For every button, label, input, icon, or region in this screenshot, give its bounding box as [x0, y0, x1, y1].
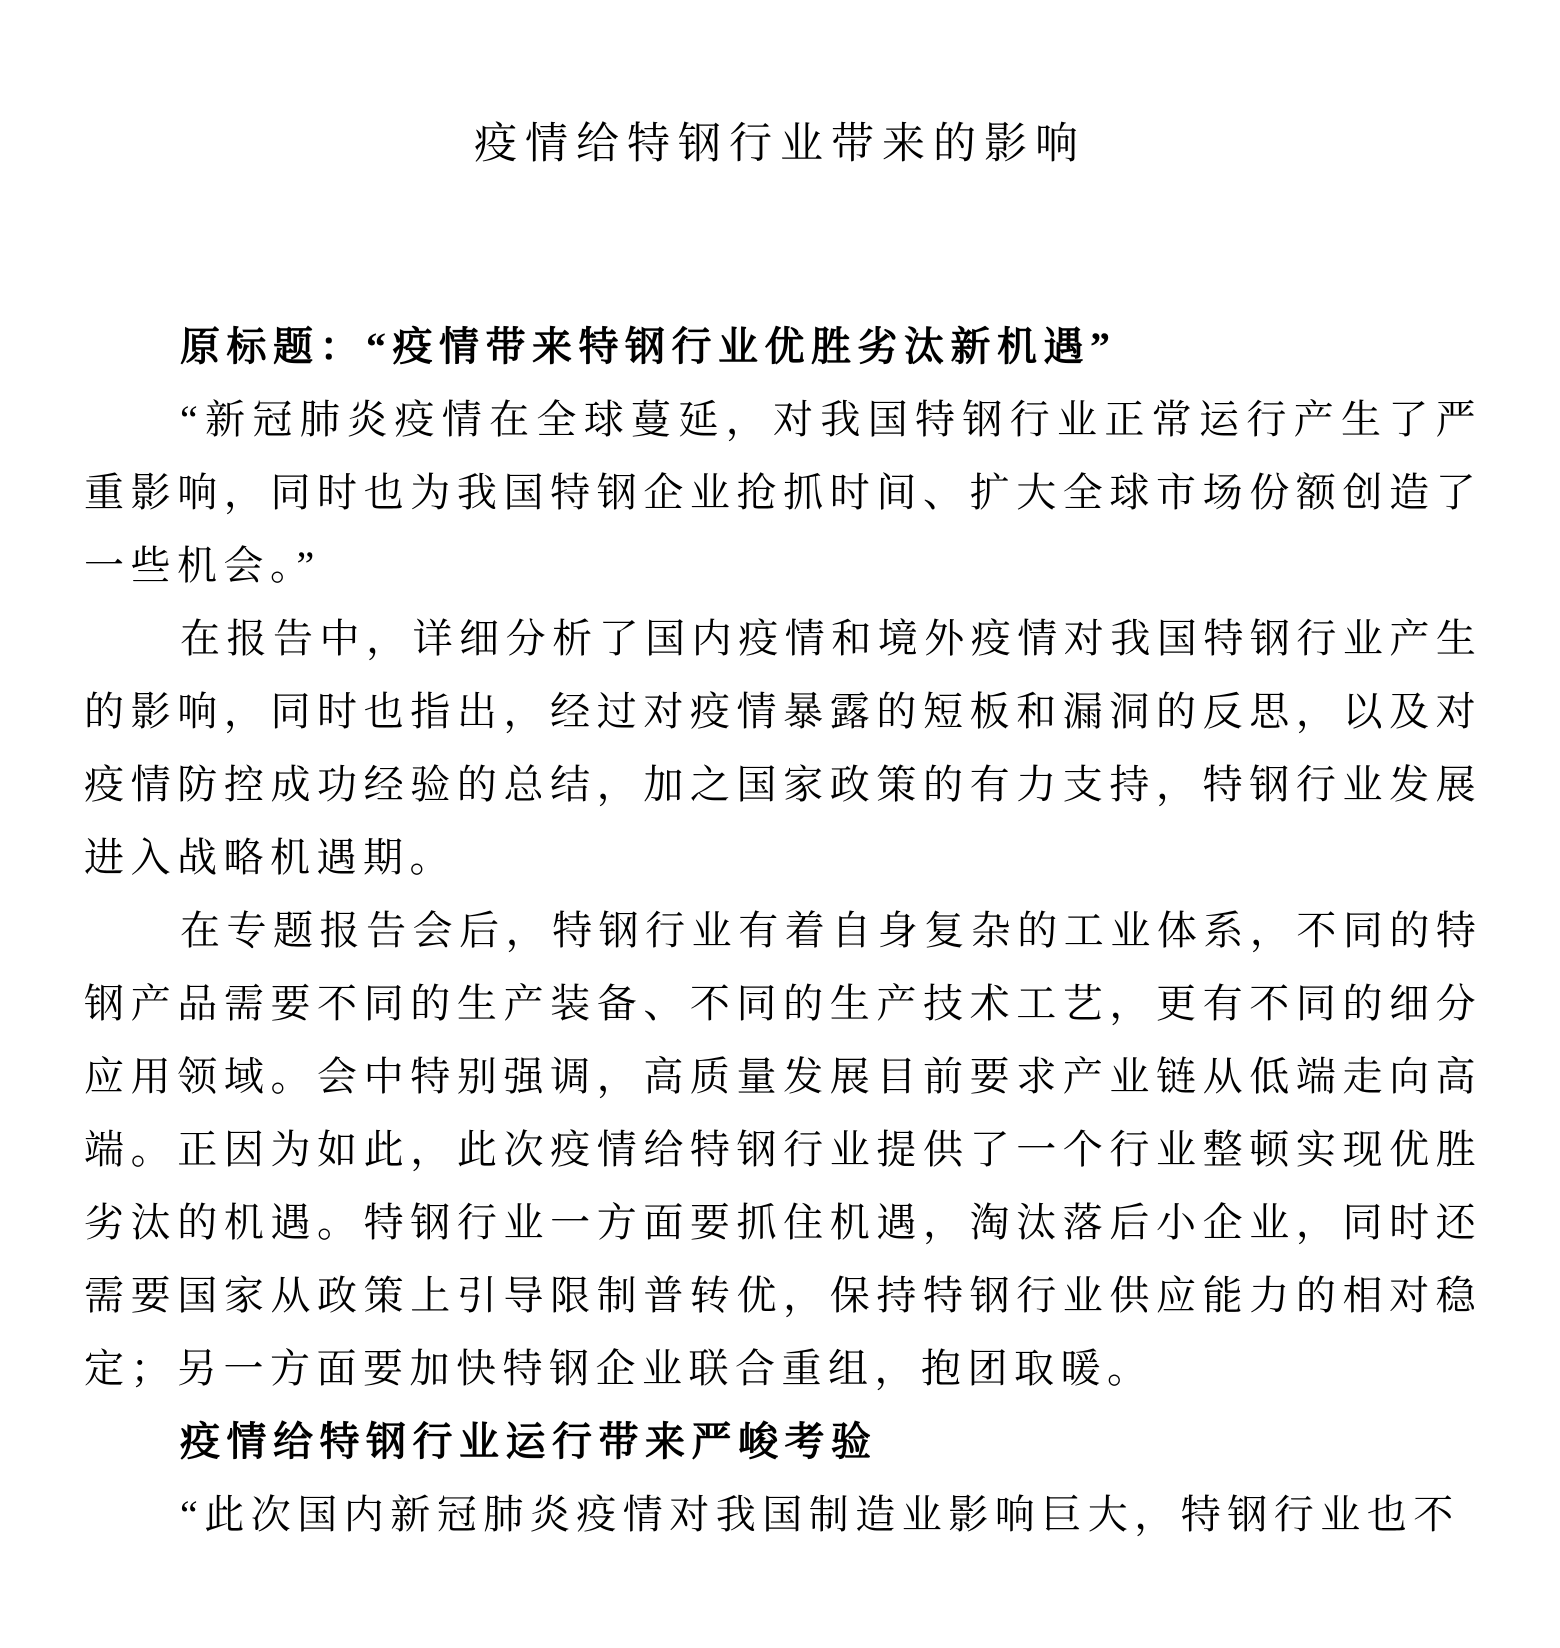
text-line: 疫情给特钢行业运行带来严峻考验	[180, 1419, 878, 1464]
document-title: 疫情给特钢行业带来的影响	[474, 121, 1086, 168]
text-line: 疫 情 防 控 成 功 经 验 的 总 结 ， 加 之 国 家 政 策 的 有 力 支 持 ， 特 钢 行 业 发 展	[84, 762, 1476, 807]
text-line: 应 用 领 域 。 会 中 特 别 强 调 ， 高 质 量 发 展 目 前 要 求 产 业 链 从 低 端 走 向 高	[84, 1054, 1476, 1099]
paragraph	[84, 1478, 1476, 1551]
document-page	[0, 112, 1560, 1648]
document-body	[0, 310, 1560, 1551]
text-line: 原标题：“疫情带来特钢行业优胜劣汰新机遇”	[180, 324, 1117, 369]
paragraph	[84, 1405, 1476, 1478]
paragraph	[84, 602, 1476, 894]
text-line: 定；另一方面要加快特钢企业联合重组，抱团取暖。	[84, 1346, 1154, 1391]
text-line: 端 。 正 因 为 如 此 ， 此 次 疫 情 给 特 钢 行 业 提 供 了 一 个 行 业 整 顿 实 现 优 胜	[84, 1127, 1476, 1172]
text-line: “ 新 冠 肺 炎 疫 情 在 全 球 蔓 延 ， 对 我 国 特 钢 行 业 正 常 运 行 产 生 了 严	[180, 397, 1476, 442]
text-line: “此次国内新冠肺炎疫情对我国制造业影响巨大，特钢行业也不	[180, 1492, 1460, 1537]
text-line: 劣 汰 的 机 遇 。 特 钢 行 业 一 方 面 要 抓 住 机 遇 ， 淘 汰 落 后 小 企 业 ， 同 时 还	[84, 1200, 1476, 1245]
text-line: 一些机会。”	[84, 543, 321, 588]
text-line: 在 报 告 中 ， 详 细 分 析 了 国 内 疫 情 和 境 外 疫 情 对 我 国 特 钢 行 业 产 生	[180, 616, 1476, 661]
paragraph	[84, 894, 1476, 1405]
text-line: 的 影 响 ， 同 时 也 指 出 ， 经 过 对 疫 情 暴 露 的 短 板 和 漏 洞 的 反 思 ， 以 及 对	[84, 689, 1476, 734]
text-line: 在 专 题 报 告 会 后 ， 特 钢 行 业 有 着 自 身 复 杂 的 工 业 体 系 ， 不 同 的 特	[180, 908, 1476, 953]
paragraph	[84, 310, 1476, 383]
text-line: 需 要 国 家 从 政 策 上 引 导 限 制 普 转 优 ， 保 持 特 钢 行 业 供 应 能 力 的 相 对 稳	[84, 1273, 1476, 1318]
text-line: 重 影 响 ， 同 时 也 为 我 国 特 钢 企 业 抢 抓 时 间 、 扩 大 全 球 市 场 份 额 创 造 了	[84, 470, 1476, 515]
paragraph	[84, 383, 1476, 602]
text-line: 钢 产 品 需 要 不 同 的 生 产 装 备 、 不 同 的 生 产 技 术 工 艺 ， 更 有 不 同 的 细 分	[84, 981, 1476, 1026]
text-line: 进入战略机遇期。	[84, 835, 456, 880]
